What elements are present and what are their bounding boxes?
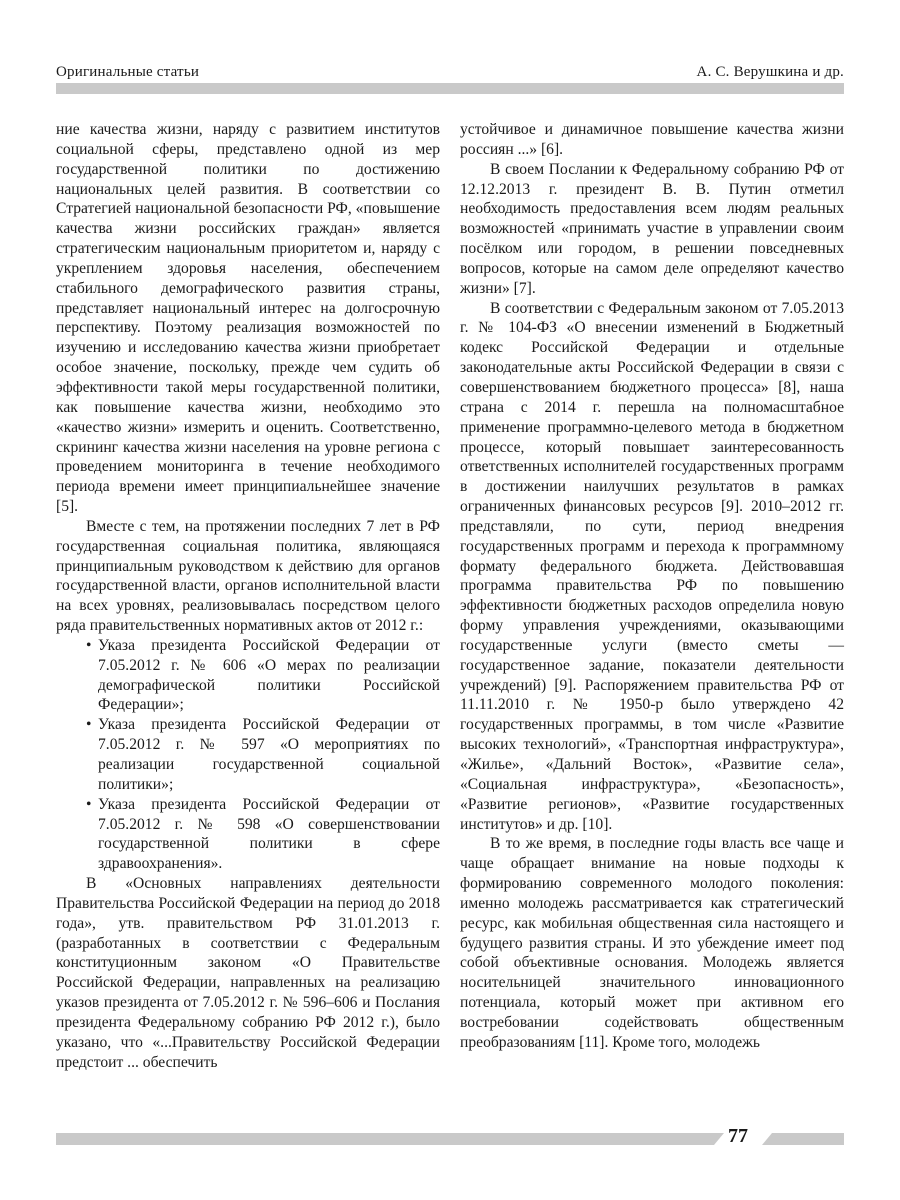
running-header-authors: А. С. Верушкина и др. (696, 64, 844, 80)
text-column-left (56, 120, 440, 1073)
footer-divider-bar-right (772, 1133, 844, 1145)
header-divider-bar (56, 83, 844, 94)
running-header-section: Оригинальные статьи (56, 64, 200, 80)
footer-divider-bar-left (56, 1133, 714, 1145)
text-column-right (460, 120, 844, 1053)
list-item: • Указа президента Российской Федерации от 7.05.2012 г. № 606 «О мерах по реализации демографической политики Российской Федерации»; (86, 636, 440, 715)
paragraph: В своем Послании к Федеральному собранию РФ от 12.12.2013 г. президент В. В. Путин отметил необходимость предоставления всем людям реальных возможностей «принимать участие в управлении своим посёлком или городом, в решении повседневных вопросов, которые на самом деле определяют качество жизни» [7]. (460, 160, 844, 297)
list-item: • Указа президента Российской Федерации от 7.05.2012 г. № 597 «О мероприятиях по реализации государственной социальной политики»; (86, 715, 440, 794)
bullet-list (56, 636, 440, 874)
paragraph: ние качества жизни, наряду с развитием институтов социальной сферы, представлено одной из мер государственной политики по достижению национальных целей развития. В соответствии со Стратегией национальной безопасности РФ, «повышение качества жизни российских граждан» является стратегическим национальным приоритетом и, наряду с укреплением здоровья населения, обеспечением стабильного демографического развития страны, представляет национальный интерес на долгосрочную перспективу. Поэтому реализация возможностей по изучению и исследованию качества жизни приобретает особое значение, поскольку, прежде чем судить об эффективности такой меры государственной политики, как повышение качества жизни, необходимо это «качество жизни» измерить и оценить. Соответственно, скрининг качества жизни населения на уровне региона с проведением мониторинга в течение необходимого периода времени имеет принципиальнейшее значение [5]. (56, 121, 440, 516)
page-number: 77 (728, 1125, 748, 1147)
paragraph: В то же время, в последние годы власть все чаще и чаще обращает внимание на новые подходы к формированию современного молодого поколения: именно молодежь рассматривается как стратегический ресурс, как мобильная общественная сила настоящего и будущего развития страны. И это убеждение имеет под собой объективные основания. Молодежь является носительницей значительного инновационного потенциала, который может при активном его востребовании содействовать общественным преобразованиям [11]. Кроме того, молодежь (460, 835, 844, 1051)
paragraph: В «Основных направлениях деятельности Правительства Российской Федерации на период до 2018 года», утв. правительством РФ 31.01.2013 г. (разработанных в соответствии с Федеральным конституционным законом «О Правительстве Российской Федерации, направленных на реализацию указов президента от 7.05.2012 г. № 596–606 и Послания президента Федеральному собранию РФ 2012 г.), было указано, что «...Правительству Российской Федерации предстоит ... обеспечить (56, 875, 440, 1071)
paragraph: Вместе с тем, на протяжении последних 7 лет в РФ государственная социальная политика, являющаяся принципиальным руководством к действию для органов государственной власти, органов исполнительной власти на всех уровнях, реализовывалась посредством целого ряда правительственных нормативных актов от 2012 г.: (56, 517, 440, 635)
list-item: • Указа президента Российской Федерации от 7.05.2012 г. № 598 «О совершенствовании государственной политики в сфере здравоохранения». (86, 795, 440, 874)
paragraph: В соответствии с Федеральным законом от 7.05.2013 г. № 104-ФЗ «О внесении изменений в Бюджетный кодекс Российской Федерации и отдельные законодательные акты Российской Федерации в связи с совершенствованием бюджетного процесса» [8], наша страна с 2014 г. перешла на полномасштабное применение программно-целевого метода в бюджетном процессе, который повышает заинтересованность ответственных исполнителей государственных программ в достижении наилучших результатов в рамках ограниченных финансовых ресурсов [9]. 2010–2012 гг. представляли, по сути, период внедрения государственных программ и перехода к программному формату федерального бюджета. Действовавшая программа правительства РФ по повышению эффективности бюджетных расходов определила новую форму управления учреждениями, оказывающими государственные услуги (вместо сметы — государственное задание, показатели деятельности учреждений) [9]. Распоряжением правительства РФ от 11.11.2010 г. № 1950-р было утверждено 42 государственных программы, в том числе «Развитие высоких технологий», «Транспортная инфраструктура», «Жилье», «Дальний Восток», «Развитие села», «Социальная инфраструктура», «Безопасность», «Развитие регионов», «Развитие государственных институтов» и др. [10]. (460, 299, 844, 833)
paragraph: устойчивое и динамичное повышение качества жизни россиян ...» [6]. (460, 121, 844, 158)
